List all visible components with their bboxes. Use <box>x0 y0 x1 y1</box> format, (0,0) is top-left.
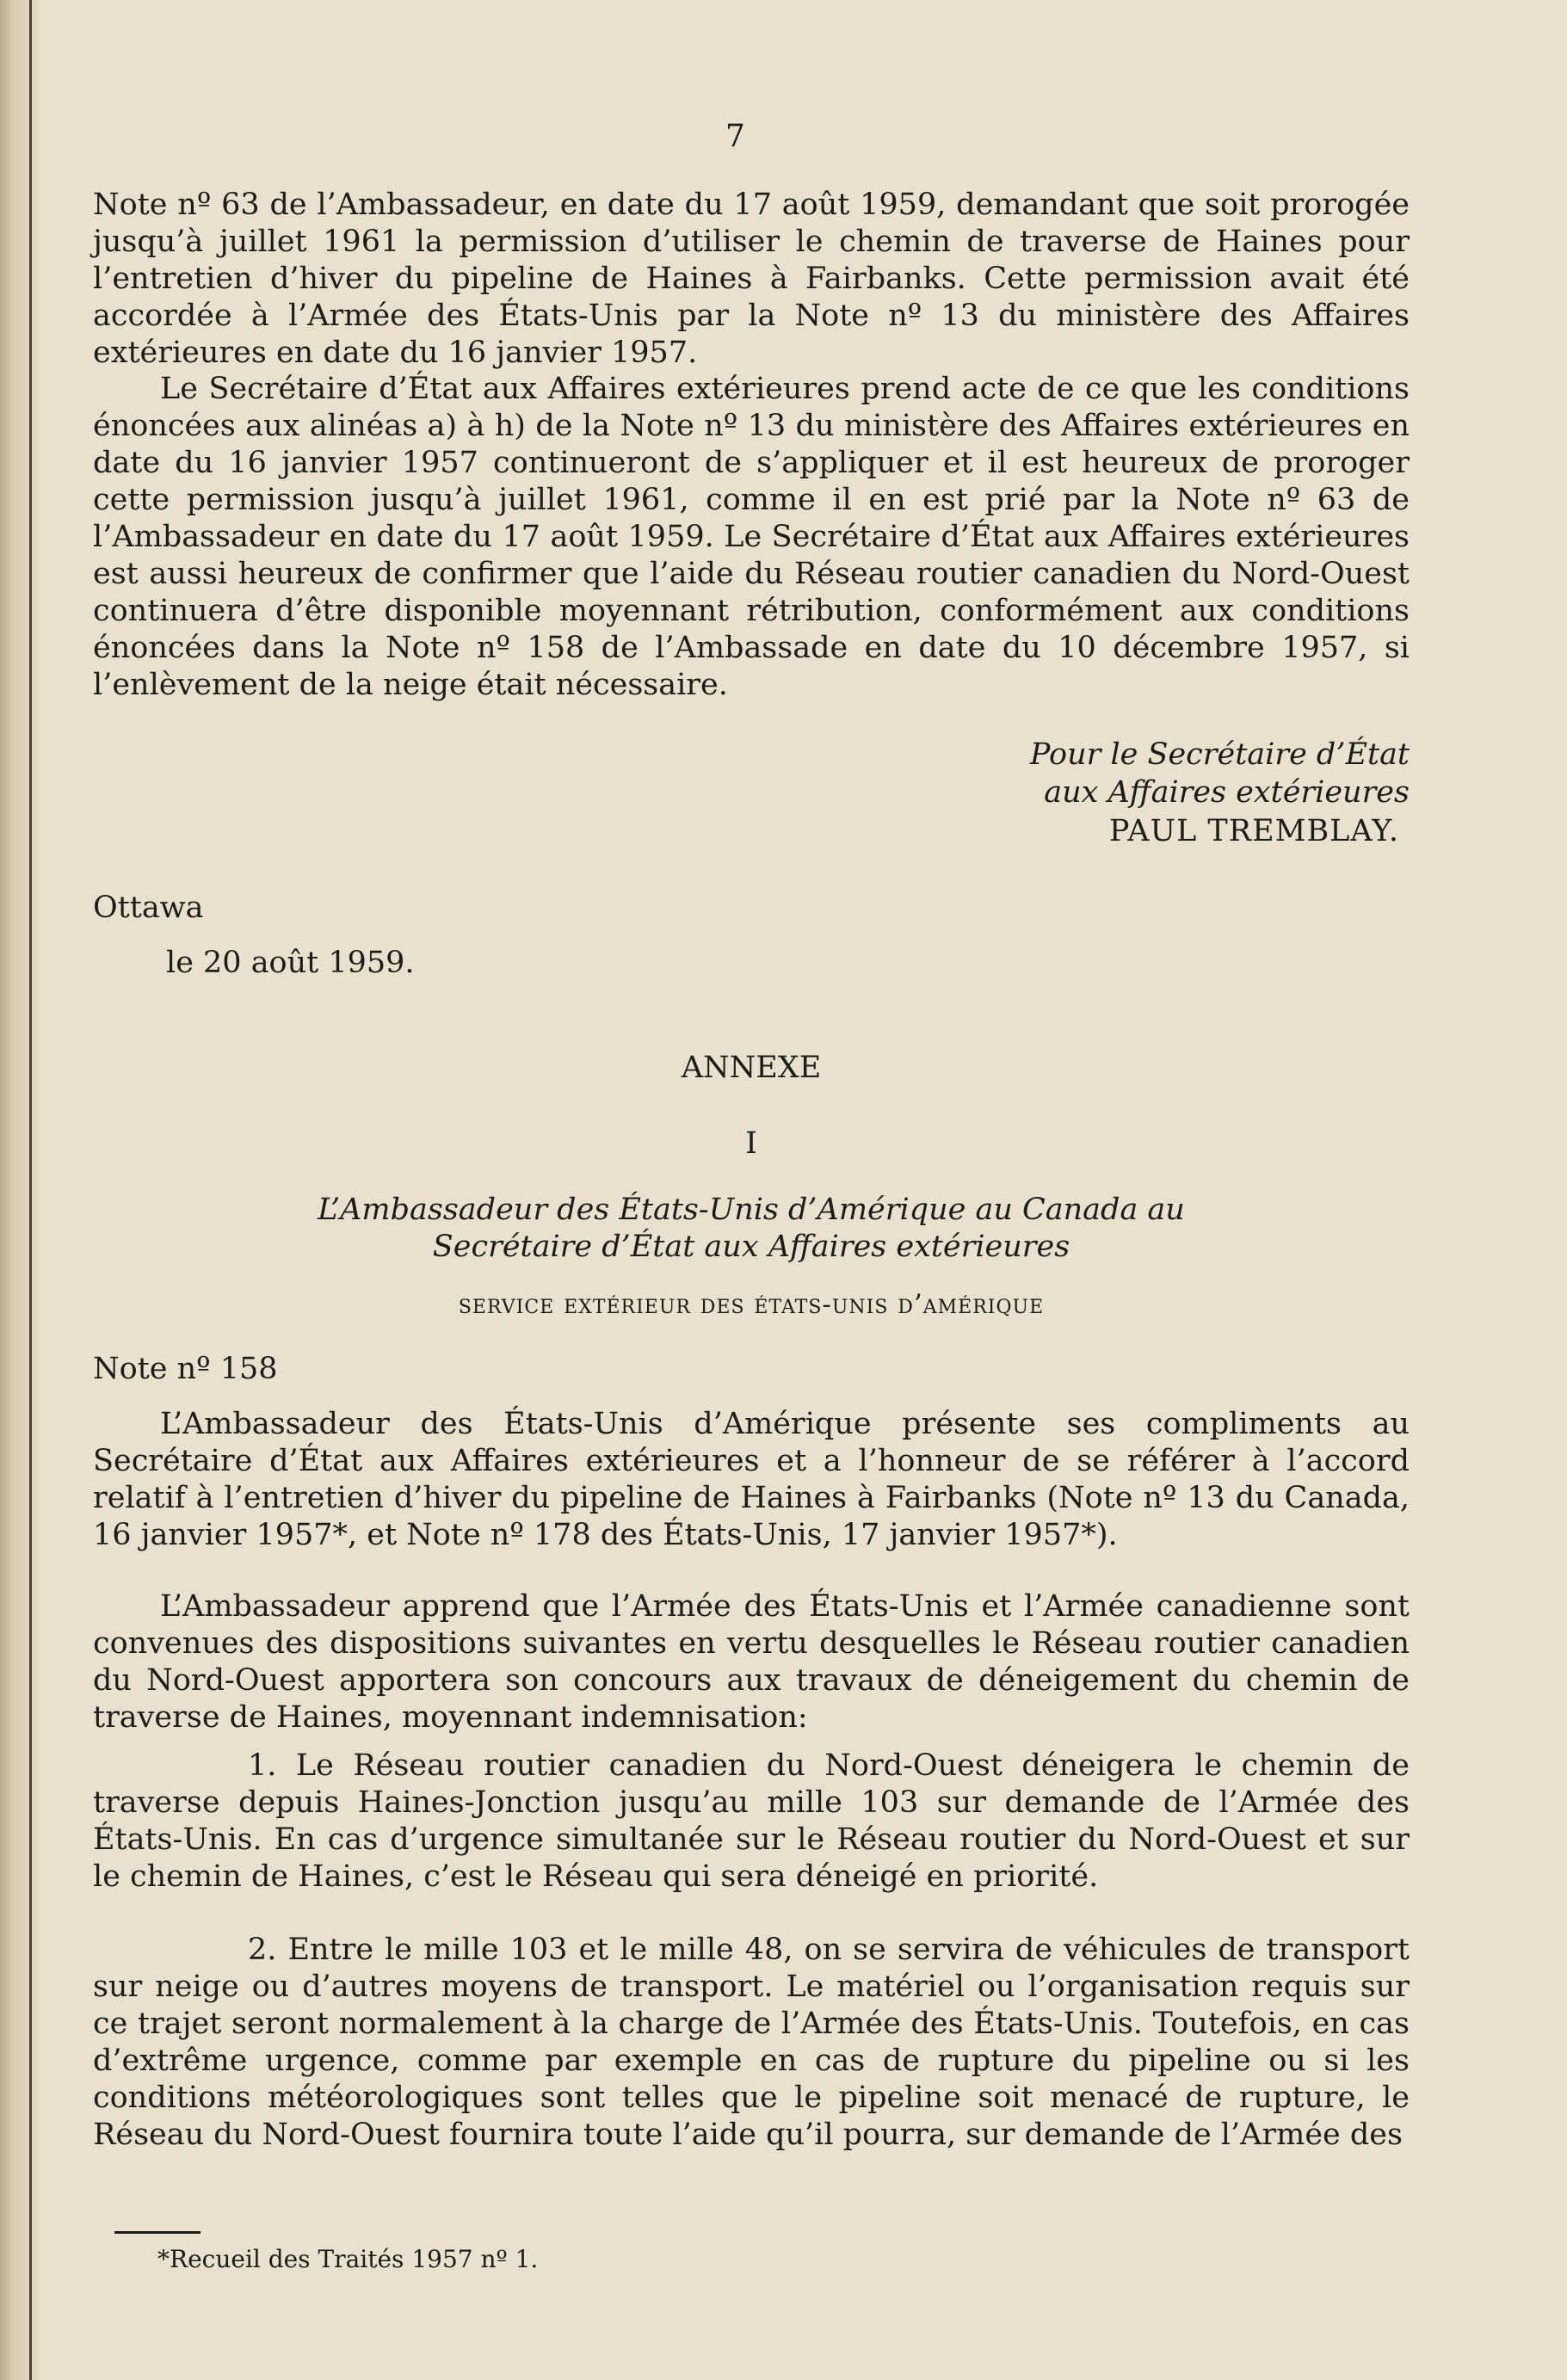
page-number: 7 <box>725 119 745 154</box>
annex-heading-line-1: L’Ambassadeur des États-Unis d’Amérique au Canada au <box>318 1193 1185 1227</box>
page-binding-edge <box>0 0 38 2380</box>
signature-line-1: Pour le Secrétaire d’État <box>1029 737 1410 772</box>
note-label: Note nº 158 <box>93 1352 278 1386</box>
date: le 20 août 1959. <box>166 946 415 980</box>
second-paragraph: Le Secrétaire d’État aux Affaires extérieures prend acte de ce que les conditions énoncées aux alinéas a) à h) de la Note nº 13 du ministère des Affaires extérieures en date du 16 janvier 1957 continueront de s’appliquer et il est heureux de proroger cette permission jusqu’à juillet 1961, comme il en est prié par la Note nº 63 de l’Ambassadeur en date du 17 août 1959. Le Secrétaire d’État aux Affaires extérieures est aussi heureux de confirmer que l’aide du Réseau routier canadien du Nord-Ouest continuera d’être disponible moyennant rétribution, conformément aux conditions énoncées dans la Note nº 158 de l’Ambassade en date du 10 décembre 1957, si l’enlèvement de la neige était nécessaire. <box>93 372 1410 702</box>
annex-title: ANNEXE <box>681 1051 822 1085</box>
footnote-rule <box>114 2231 201 2234</box>
binding-line <box>29 0 32 2380</box>
service-heading: service extérieur des états-unis d’amérique <box>458 1289 1045 1320</box>
footnote: *Recueil des Traités 1957 nº 1. <box>157 2245 539 2273</box>
annex-paragraph-2: L’Ambassadeur apprend que l’Armée des États-Unis et l’Armée canadienne sont convenues des dispositions suivantes en vertu desquelles le Réseau routier canadien du Nord-Ouest apportera son concours aux travaux de déneigement du chemin de traverse de Haines, moyennant indemnisation: <box>93 1589 1410 1735</box>
annex-paragraph-1: L’Ambassadeur des États-Unis d’Amérique présente ses compliments au Secrétaire d’État aux Affaires extérieures et a l’honneur de se référer à l’accord relatif à l’entretien d’hiver du pipeline de Haines à Fairbanks (Note nº 13 du Canada, 16 janvier 1957*, et Note nº 178 des États-Unis, 17 janvier 1957*). <box>93 1407 1410 1552</box>
intro-paragraph: Note nº 63 de l’Ambassadeur, en date du 17 août 1959, demandant que soit prorogée jusqu’à juillet 1961 la permission d’utiliser le chemin de traverse de Haines pour l’entretien d’hiver du pipeline de Haines à Fairbanks. Cette permission avait été accordée à l’Armée des États-Unis par la Note nº 13 du ministère des Affaires extérieures en date du 16 janvier 1957. <box>93 188 1410 370</box>
list-item-1: 1. Le Réseau routier canadien du Nord-Ouest déneigera le chemin de traverse depuis Haines-Jonction jusqu’au mille 103 sur demande de l’Armée des États-Unis. En cas d’urgence simultanée sur le Réseau routier du Nord-Ouest et sur le chemin de Haines, c’est le Réseau qui sera déneigé en priorité. <box>93 1748 1410 1894</box>
signature-line-2: aux Affaires extérieures <box>1044 775 1410 810</box>
place: Ottawa <box>93 891 204 925</box>
annex-numeral: I <box>745 1126 757 1161</box>
annex-heading-line-2: Secrétaire d’État aux Affaires extérieures <box>432 1230 1070 1264</box>
signature-name: PAUL TREMBLAY. <box>1108 814 1399 848</box>
list-item-2: 2. Entre le mille 103 et le mille 48, on se servira de véhicules de transport sur neige ou d’autres moyens de transport. Le matériel ou l’organisation requis sur ce trajet seront normalement à la charge de l’Armée des États-Unis. Toutefois, en cas d’extrême urgence, comme par exemple en cas de rupture du pipeline ou si les conditions météorologiques sont telles que le pipeline soit menacé de rupture, le Réseau du Nord-Ouest fournira toute l’aide qu’il pourra, sur demande de l’Armée des <box>93 1933 1410 2152</box>
